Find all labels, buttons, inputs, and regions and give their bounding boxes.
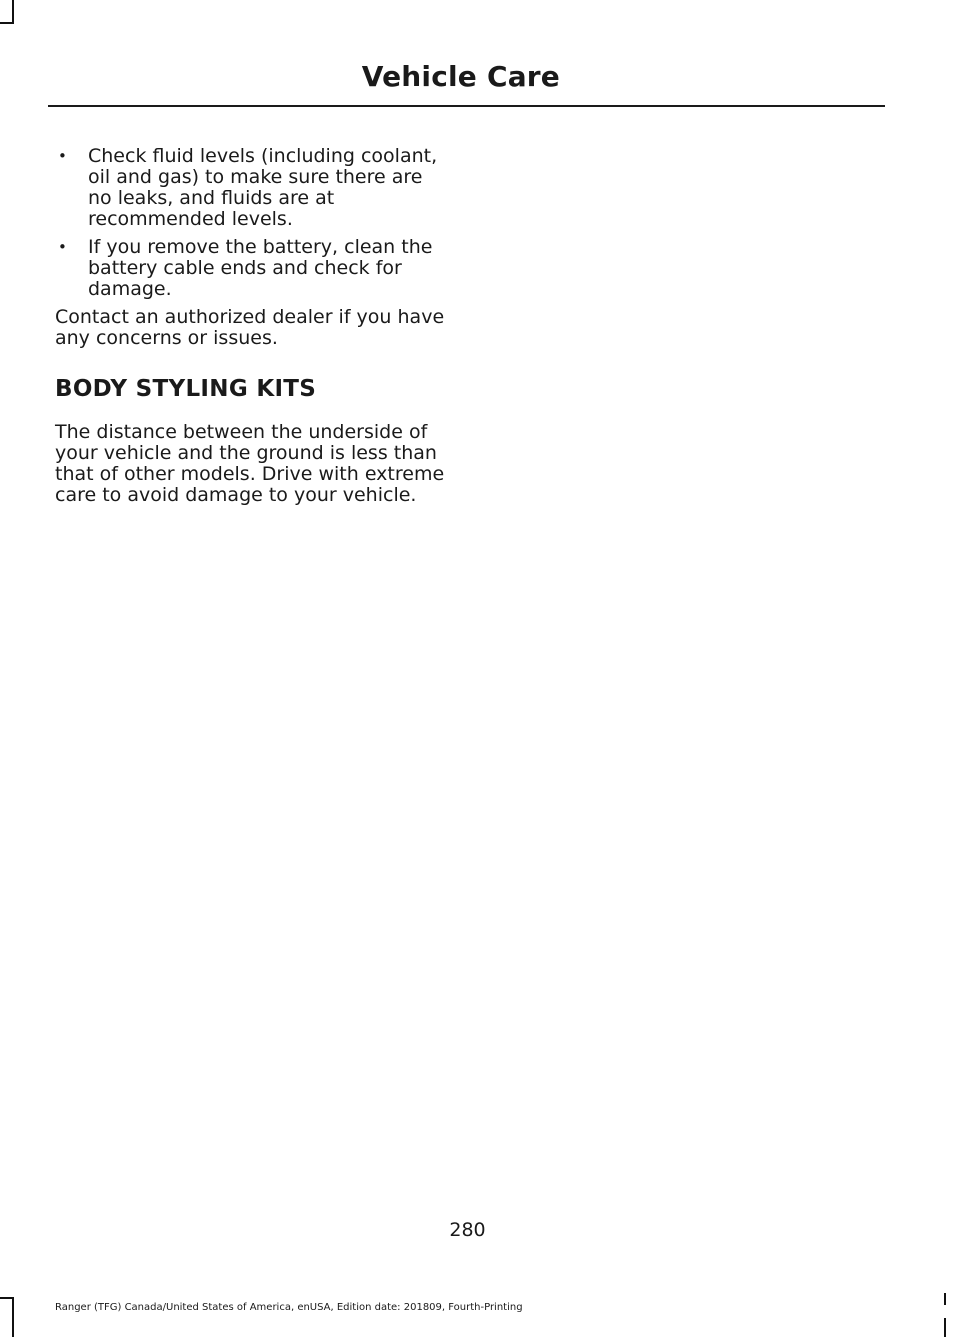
bullet-marker: • [58, 238, 67, 256]
list-item [55, 237, 450, 300]
bullet-list [55, 146, 450, 300]
crop-mark-bottom-right-vertical [944, 1318, 946, 1337]
contact-paragraph: Contact an authorized dealer if you have any concerns or issues. [55, 306, 445, 349]
crop-mark-top-left-horizontal [0, 22, 14, 24]
section-body: The distance between the underside of your vehicle and the ground is less than that of other models. Drive with extreme care to avoid damage to your vehicle. [55, 421, 445, 506]
page-header-title: Vehicle Care [361, 60, 560, 93]
list-item [55, 146, 450, 230]
list-item-text: Check fluid levels (including coolant, oil and gas) to make sure there are no leaks, and fluids are at recommended levels. [88, 145, 438, 230]
list-item-text: If you remove the battery, clean the battery cable ends and check for damage. [88, 236, 433, 300]
crop-mark-top-left-vertical [12, 0, 14, 22]
crop-mark-right-vertical [944, 1293, 946, 1305]
main-content [55, 146, 450, 506]
page-number: 280 [449, 1219, 486, 1241]
footer-edition-text: Ranger (TFG) Canada/United States of America, enUSA, Edition date: 201809, Fourth-Printing [55, 1302, 523, 1313]
header-divider [48, 105, 885, 107]
crop-mark-bottom-left-horizontal [0, 1297, 14, 1299]
crop-mark-bottom-left-vertical [12, 1297, 14, 1337]
bullet-marker: • [58, 147, 67, 165]
section-heading: BODY STYLING KITS [55, 376, 317, 402]
